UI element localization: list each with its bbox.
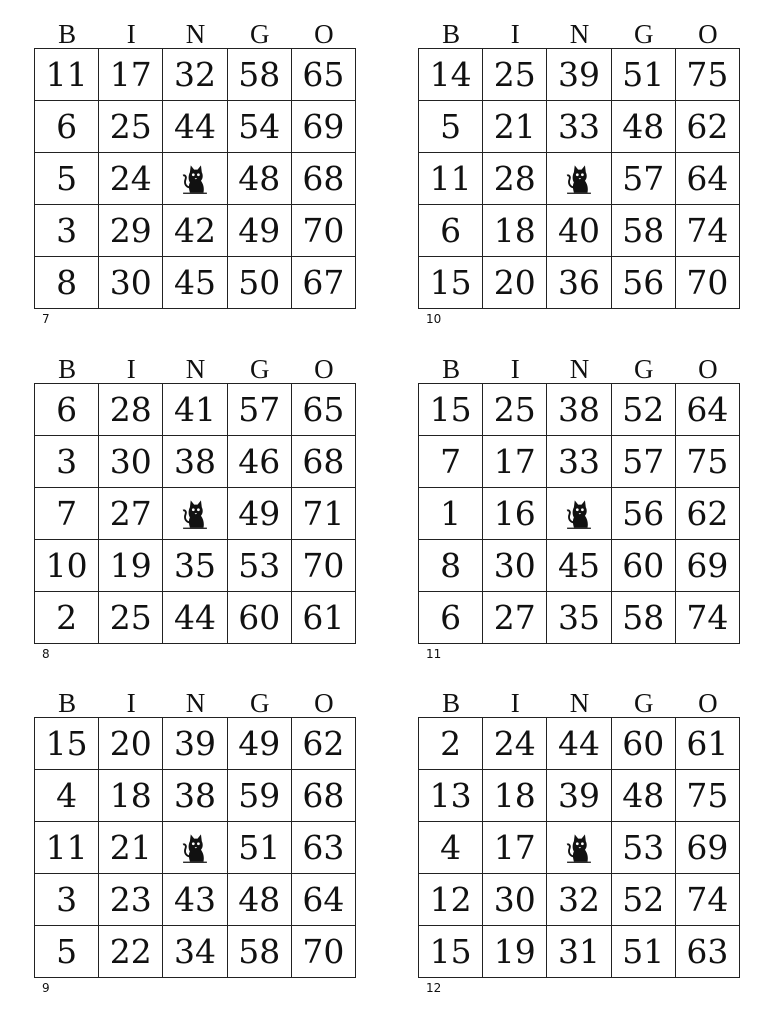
number-cell: 53: [612, 822, 676, 874]
number-cell: 8: [35, 257, 99, 309]
number-cell: 48: [612, 101, 676, 153]
number-cell: 45: [547, 540, 611, 592]
header-letter: I: [126, 354, 136, 384]
bingo-grid: [34, 717, 356, 978]
number-cell: 74: [676, 874, 740, 926]
number-cell: 15: [419, 926, 483, 978]
number-cell: 75: [676, 49, 740, 101]
number-cell: 56: [612, 257, 676, 309]
number-cell: 25: [483, 49, 547, 101]
bingo-grid: [418, 717, 740, 978]
number-cell: 63: [676, 926, 740, 978]
number-cell: 65: [292, 49, 356, 101]
number-cell: 30: [99, 436, 163, 488]
grid-row: [419, 205, 740, 257]
number-cell: 10: [35, 540, 99, 592]
cat-icon: [178, 497, 212, 531]
number-cell: 21: [99, 822, 163, 874]
number-cell: 15: [35, 718, 99, 770]
free-space: [547, 488, 611, 540]
header-letter: N: [569, 688, 590, 718]
bingo-header: [418, 20, 740, 48]
number-cell: 45: [163, 257, 227, 309]
number-cell: 18: [483, 770, 547, 822]
number-cell: 51: [612, 926, 676, 978]
header-letter: B: [58, 354, 77, 384]
number-cell: 58: [228, 926, 292, 978]
number-cell: 16: [483, 488, 547, 540]
header-letter: G: [633, 354, 654, 384]
number-cell: 32: [547, 874, 611, 926]
header-letter: G: [249, 19, 270, 49]
number-cell: 35: [163, 540, 227, 592]
grid-row: [35, 926, 356, 978]
number-cell: 60: [612, 718, 676, 770]
card-number: 7: [42, 312, 50, 326]
header-letter: O: [314, 19, 334, 49]
number-cell: 4: [35, 770, 99, 822]
bingo-card: [418, 689, 740, 995]
number-cell: 48: [228, 874, 292, 926]
number-cell: 70: [292, 205, 356, 257]
number-cell: 23: [99, 874, 163, 926]
header-letter: G: [633, 19, 654, 49]
number-cell: 2: [35, 592, 99, 644]
number-cell: 25: [483, 384, 547, 436]
number-cell: 15: [419, 384, 483, 436]
number-cell: 19: [99, 540, 163, 592]
header-letter: B: [58, 688, 77, 718]
grid-row: [35, 874, 356, 926]
header-letter: B: [442, 688, 461, 718]
number-cell: 11: [35, 822, 99, 874]
number-cell: 64: [676, 384, 740, 436]
number-cell: 5: [419, 101, 483, 153]
number-cell: 1: [419, 488, 483, 540]
number-cell: 33: [547, 101, 611, 153]
card-number: 8: [42, 647, 50, 661]
number-cell: 69: [676, 822, 740, 874]
number-cell: 74: [676, 592, 740, 644]
number-cell: 17: [483, 822, 547, 874]
grid-row: [35, 488, 356, 540]
number-cell: 62: [292, 718, 356, 770]
number-cell: 68: [292, 153, 356, 205]
header-letter: G: [249, 354, 270, 384]
header-letter: I: [510, 354, 520, 384]
number-cell: 29: [99, 205, 163, 257]
card-number: 9: [42, 981, 50, 995]
header-letter: O: [698, 688, 718, 718]
number-cell: 22: [99, 926, 163, 978]
number-cell: 8: [419, 540, 483, 592]
number-cell: 36: [547, 257, 611, 309]
number-cell: 58: [612, 205, 676, 257]
number-cell: 57: [612, 153, 676, 205]
grid-row: [419, 384, 740, 436]
number-cell: 64: [676, 153, 740, 205]
number-cell: 20: [483, 257, 547, 309]
bingo-header: [34, 689, 356, 717]
number-cell: 60: [612, 540, 676, 592]
number-cell: 5: [35, 153, 99, 205]
bingo-grid: [418, 48, 740, 309]
header-letter: O: [314, 354, 334, 384]
number-cell: 34: [163, 926, 227, 978]
bingo-header: [34, 355, 356, 383]
number-cell: 48: [612, 770, 676, 822]
grid-row: [419, 153, 740, 205]
grid-row: [35, 592, 356, 644]
number-cell: 38: [163, 436, 227, 488]
number-cell: 54: [228, 101, 292, 153]
cat-icon: [562, 162, 596, 196]
number-cell: 38: [163, 770, 227, 822]
number-cell: 21: [483, 101, 547, 153]
number-cell: 15: [419, 257, 483, 309]
grid-row: [419, 257, 740, 309]
number-cell: 31: [547, 926, 611, 978]
number-cell: 49: [228, 488, 292, 540]
number-cell: 43: [163, 874, 227, 926]
number-cell: 6: [419, 205, 483, 257]
number-cell: 20: [99, 718, 163, 770]
header-letter: I: [126, 688, 136, 718]
number-cell: 40: [547, 205, 611, 257]
number-cell: 28: [483, 153, 547, 205]
header-letter: N: [185, 688, 206, 718]
number-cell: 61: [292, 592, 356, 644]
number-cell: 59: [228, 770, 292, 822]
grid-row: [35, 770, 356, 822]
grid-row: [419, 101, 740, 153]
card-number: 10: [426, 312, 442, 326]
header-letter: I: [510, 19, 520, 49]
number-cell: 65: [292, 384, 356, 436]
number-cell: 70: [292, 540, 356, 592]
grid-row: [35, 540, 356, 592]
number-cell: 39: [163, 718, 227, 770]
header-letter: B: [58, 19, 77, 49]
header-letter: O: [314, 688, 334, 718]
number-cell: 38: [547, 384, 611, 436]
number-cell: 62: [676, 488, 740, 540]
header-letter: G: [249, 688, 270, 718]
number-cell: 24: [483, 718, 547, 770]
number-cell: 32: [163, 49, 227, 101]
number-cell: 69: [292, 101, 356, 153]
bingo-header: [418, 355, 740, 383]
grid-row: [35, 436, 356, 488]
number-cell: 44: [163, 592, 227, 644]
number-cell: 75: [676, 436, 740, 488]
number-cell: 25: [99, 592, 163, 644]
grid-row: [419, 822, 740, 874]
number-cell: 53: [228, 540, 292, 592]
free-space: [163, 488, 227, 540]
grid-row: [35, 257, 356, 309]
number-cell: 6: [35, 384, 99, 436]
bingo-card: [34, 689, 356, 995]
number-cell: 46: [228, 436, 292, 488]
number-cell: 49: [228, 718, 292, 770]
grid-row: [419, 436, 740, 488]
number-cell: 4: [419, 822, 483, 874]
number-cell: 70: [292, 926, 356, 978]
number-cell: 51: [228, 822, 292, 874]
free-space: [163, 153, 227, 205]
free-space: [163, 822, 227, 874]
number-cell: 57: [228, 384, 292, 436]
card-number: 11: [426, 647, 442, 661]
number-cell: 56: [612, 488, 676, 540]
number-cell: 67: [292, 257, 356, 309]
number-cell: 5: [35, 926, 99, 978]
number-cell: 7: [35, 488, 99, 540]
number-cell: 63: [292, 822, 356, 874]
number-cell: 50: [228, 257, 292, 309]
number-cell: 12: [419, 874, 483, 926]
header-letter: B: [442, 354, 461, 384]
number-cell: 27: [483, 592, 547, 644]
grid-row: [419, 540, 740, 592]
grid-row: [419, 592, 740, 644]
grid-row: [419, 770, 740, 822]
number-cell: 57: [612, 436, 676, 488]
number-cell: 62: [676, 101, 740, 153]
number-cell: 25: [99, 101, 163, 153]
number-cell: 68: [292, 436, 356, 488]
grid-row: [419, 49, 740, 101]
number-cell: 13: [419, 770, 483, 822]
number-cell: 51: [612, 49, 676, 101]
number-cell: 39: [547, 770, 611, 822]
number-cell: 27: [99, 488, 163, 540]
number-cell: 11: [35, 49, 99, 101]
header-letter: N: [569, 354, 590, 384]
bingo-card: [418, 355, 740, 661]
number-cell: 60: [228, 592, 292, 644]
number-cell: 17: [99, 49, 163, 101]
cat-icon: [562, 497, 596, 531]
number-cell: 69: [676, 540, 740, 592]
header-letter: I: [126, 19, 136, 49]
number-cell: 75: [676, 770, 740, 822]
number-cell: 64: [292, 874, 356, 926]
bingo-grid: [34, 48, 356, 309]
grid-row: [35, 49, 356, 101]
grid-row: [419, 718, 740, 770]
number-cell: 3: [35, 205, 99, 257]
number-cell: 24: [99, 153, 163, 205]
number-cell: 30: [483, 540, 547, 592]
grid-row: [35, 153, 356, 205]
bingo-header: [34, 20, 356, 48]
number-cell: 30: [483, 874, 547, 926]
number-cell: 42: [163, 205, 227, 257]
number-cell: 33: [547, 436, 611, 488]
number-cell: 44: [163, 101, 227, 153]
number-cell: 61: [676, 718, 740, 770]
grid-row: [419, 488, 740, 540]
grid-row: [35, 384, 356, 436]
header-letter: N: [569, 19, 590, 49]
number-cell: 74: [676, 205, 740, 257]
bingo-card: [34, 20, 356, 326]
number-cell: 7: [419, 436, 483, 488]
number-cell: 17: [483, 436, 547, 488]
free-space: [547, 153, 611, 205]
number-cell: 70: [676, 257, 740, 309]
number-cell: 18: [483, 205, 547, 257]
cat-icon: [178, 831, 212, 865]
number-cell: 48: [228, 153, 292, 205]
number-cell: 2: [419, 718, 483, 770]
bingo-card: [418, 20, 740, 326]
number-cell: 52: [612, 874, 676, 926]
free-space: [547, 822, 611, 874]
bingo-grid: [34, 383, 356, 644]
grid-row: [35, 205, 356, 257]
header-letter: G: [633, 688, 654, 718]
number-cell: 68: [292, 770, 356, 822]
bingo-card: [34, 355, 356, 661]
bingo-grid: [418, 383, 740, 644]
number-cell: 52: [612, 384, 676, 436]
number-cell: 6: [35, 101, 99, 153]
number-cell: 49: [228, 205, 292, 257]
header-letter: N: [185, 354, 206, 384]
header-letter: N: [185, 19, 206, 49]
number-cell: 3: [35, 874, 99, 926]
number-cell: 28: [99, 384, 163, 436]
bingo-header: [418, 689, 740, 717]
card-number: 12: [426, 981, 442, 995]
grid-row: [35, 718, 356, 770]
number-cell: 30: [99, 257, 163, 309]
grid-row: [419, 926, 740, 978]
header-letter: B: [442, 19, 461, 49]
number-cell: 58: [612, 592, 676, 644]
cat-icon: [562, 831, 596, 865]
grid-row: [419, 874, 740, 926]
header-letter: O: [698, 19, 718, 49]
header-letter: I: [510, 688, 520, 718]
number-cell: 3: [35, 436, 99, 488]
number-cell: 44: [547, 718, 611, 770]
header-letter: O: [698, 354, 718, 384]
number-cell: 14: [419, 49, 483, 101]
number-cell: 58: [228, 49, 292, 101]
number-cell: 39: [547, 49, 611, 101]
grid-row: [35, 822, 356, 874]
number-cell: 19: [483, 926, 547, 978]
number-cell: 71: [292, 488, 356, 540]
number-cell: 11: [419, 153, 483, 205]
number-cell: 41: [163, 384, 227, 436]
grid-row: [35, 101, 356, 153]
number-cell: 35: [547, 592, 611, 644]
cat-icon: [178, 162, 212, 196]
number-cell: 18: [99, 770, 163, 822]
number-cell: 6: [419, 592, 483, 644]
